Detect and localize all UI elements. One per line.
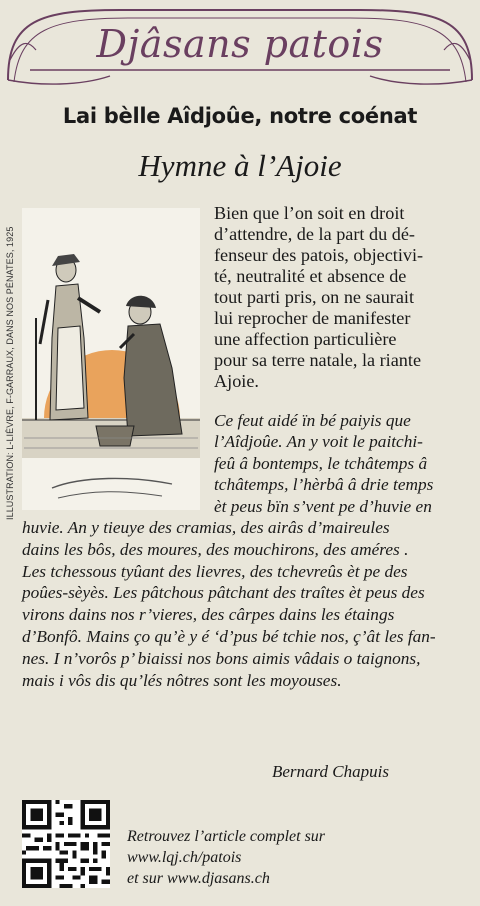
paragraph-french	[214, 203, 464, 392]
link-lqj[interactable]: www.lqj.ch/patois	[127, 849, 242, 866]
paragraph-line: Ce feut aidé ïn bé paiyis que	[214, 411, 411, 430]
illustration-drawing	[22, 208, 200, 510]
paragraph-patois-bottom	[22, 517, 464, 691]
paragraph-line: huvie. An y tieuye des cramias, des airâs d’maireules	[22, 518, 390, 537]
footer-links	[127, 826, 457, 889]
paragraph-line: dains les bôs, des moures, des mouchirons, des améres .	[22, 539, 409, 559]
qr-code-icon[interactable]	[22, 800, 110, 888]
paragraph-line: Ajoie.	[214, 371, 259, 391]
paragraph-line: nes. I n’vorôs p’ biaissi nos bons aimis vâdais o taignons,	[22, 648, 421, 668]
paragraph-line: èt peus bïn s’vent pe d’huvie en	[214, 496, 432, 516]
paragraph-line: l’Aîdjoûe. An y voit le paitchi-	[214, 432, 423, 452]
paragraph-line: Les tchessous tyûant des lievres, des tchevreûs èt pe des	[22, 561, 408, 581]
article-title-patois: Lai bèlle Aîdjoûe, notre coénat	[62, 104, 418, 128]
paragraph-line: mais i vôs dis qu’lés nôtres sont les moyouses.	[22, 670, 342, 690]
header-banner	[0, 0, 480, 92]
illustration-image	[22, 208, 200, 510]
article-title-french: Hymne à l’Ajoie	[138, 148, 342, 183]
paragraph-line: lui reprocher de manifester	[214, 308, 411, 328]
paragraph-line: virons dains nos r’vieres, des cârpes dains les étaings	[22, 605, 395, 625]
paragraph-line: Bien que l’on soit en droit	[214, 203, 405, 223]
paragraph-line: poûes-sèyès. Les pâtchous pâtchant des traîtes èt peus des	[22, 583, 425, 603]
author-signature: Bernard Chapuis	[272, 762, 389, 781]
paragraph-line: d’Bonfô. Mains ço qu’è y é ‘d’pus bé tchie nos, ç’ât les fan-	[22, 626, 436, 646]
paragraph-line: feû â bontemps, le tchâtemps â	[214, 453, 428, 473]
brand-title: Djâsans patois	[96, 22, 384, 66]
link-djasans[interactable]: et sur www.djasans.ch	[127, 870, 270, 887]
paragraph-line: pour sa terre natale, la riante	[214, 350, 422, 370]
paragraph-line: té, neutralité et absence de	[214, 266, 407, 286]
footer-text: Retrouvez l’article complet sur	[127, 828, 326, 845]
paragraph-line: fenseur des patois, objectivi-	[214, 245, 424, 265]
paragraph-line: d’attendre, de la part du dé-	[214, 224, 415, 244]
paragraph-line: une affection particulière	[214, 329, 397, 349]
paragraph-line: tchâtemps, l’hèrbâ â drie temps	[214, 475, 434, 495]
illustration-credit: ILLUSTRATION: L-LIÈVRE, F-GARRAUX, DANS NOS PÉNATES, 1925	[5, 226, 15, 520]
paragraph-line: tout parti pris, on ne saurait	[214, 287, 415, 307]
paragraph-patois-top	[214, 410, 464, 517]
